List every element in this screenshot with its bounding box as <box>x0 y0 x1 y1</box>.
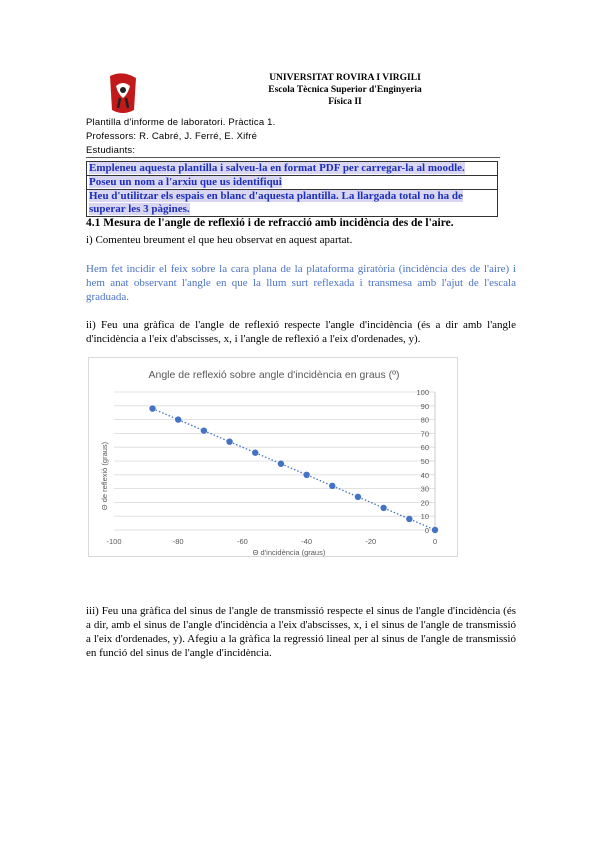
data-point <box>303 472 309 478</box>
y-tick-label: 100 <box>416 388 429 397</box>
notice-length: Heu d'utilitzar els espais en blanc d'aquesta plantilla. La llargada total no ha de superar les 3 pàgines. <box>86 189 498 217</box>
x-tick-label: -60 <box>236 537 248 546</box>
y-tick-label: 10 <box>420 512 429 522</box>
y-tick-label: 70 <box>420 429 429 439</box>
data-point <box>252 450 258 456</box>
x-tick-label: -100 <box>106 537 122 546</box>
template-title: Plantilla d'informe de laboratori. Pràctica 1. <box>86 117 276 128</box>
students-rule <box>86 157 500 158</box>
x-tick-label: 0 <box>432 537 438 546</box>
data-point <box>380 505 386 511</box>
x-tick-label: -80 <box>172 537 184 546</box>
notice-pdf: Empleneu aquesta plantilla i salveu-la en format PDF per carregar-la al moodle. <box>86 161 498 176</box>
trendline <box>153 409 435 530</box>
data-point <box>201 427 207 433</box>
y-tick-label: 60 <box>420 443 429 453</box>
data-point <box>278 461 284 467</box>
question-2: ii) Feu una gràfica de l'angle de reflexió respecte l'angle d'incidència (és a dir amb l'angle d'incidència a l'eix d'abscisses, x, i l'angle de reflexió a l'eix d'ordenades, y). <box>86 319 516 345</box>
chart-canvas <box>89 358 459 558</box>
y-tick-label: 80 <box>420 415 429 425</box>
y-tick-label: 90 <box>420 401 429 411</box>
document-header <box>200 72 490 108</box>
reflection-chart <box>88 357 458 557</box>
data-point <box>175 416 181 422</box>
school-name: Escola Tècnica Superior d'Enginyeria <box>268 85 422 95</box>
y-tick-label: 20 <box>420 498 429 508</box>
chart-y-label: Θ de reflexió (graus) <box>100 441 109 511</box>
students-line: Estudiants: <box>86 145 136 156</box>
question-3: iii) Feu una gràfica del sinus de l'angle de transmissió respecte el sinus de l'angle d'incidència (és a dir, amb el sinus de l'angle d'incidència a l'eix d'abscisses, x, i el sinus de l'angle de transmissió a l'eix d'ordenades, y). Afegiu a la gràfica la regressió lineal per al sinus de l'angle de transmissió en funció del sinus de l'angle d'incidència. <box>86 605 516 659</box>
data-point <box>149 405 155 411</box>
y-tick-label: 40 <box>420 470 429 480</box>
question-1: i) Comenteu breument el que heu observat en aquest apartat. <box>86 234 353 246</box>
professors-line: Professors: R. Cabré, J. Ferré, E. Xifré <box>86 131 258 142</box>
subject-name: Física II <box>328 97 362 107</box>
data-point <box>406 516 412 522</box>
y-tick-label: 50 <box>420 457 429 466</box>
data-point <box>329 483 335 489</box>
y-tick-label: 0 <box>424 526 429 535</box>
chart-title: Angle de reflexió sobre angle d'incidència en graus (º) <box>148 369 400 381</box>
university-name: UNIVERSITAT ROVIRA I VIRGILI <box>269 73 421 83</box>
university-logo <box>104 72 142 114</box>
data-point <box>355 494 361 500</box>
data-point <box>432 527 438 533</box>
y-tick-label: 30 <box>420 484 429 494</box>
notice-filename: Poseu un nom a l'arxiu que us identifiqui <box>86 175 498 190</box>
x-tick-label: -20 <box>365 537 377 546</box>
x-tick-label: -40 <box>301 537 313 546</box>
data-point <box>226 438 232 444</box>
chart-x-label: Θ d'incidència (graus) <box>252 548 326 557</box>
answer-1: Hem fet incidir el feix sobre la cara plana de la plataforma giratòria (incidència des de l'aire) i hem anat observant l'angle en que la llum surt reflexada i transmesa amb l'ajut de l'escala graduada. <box>86 263 516 303</box>
section-title: 4.1 Mesura de l'angle de reflexió i de refracció amb incidència des de l'aire. <box>86 217 454 229</box>
